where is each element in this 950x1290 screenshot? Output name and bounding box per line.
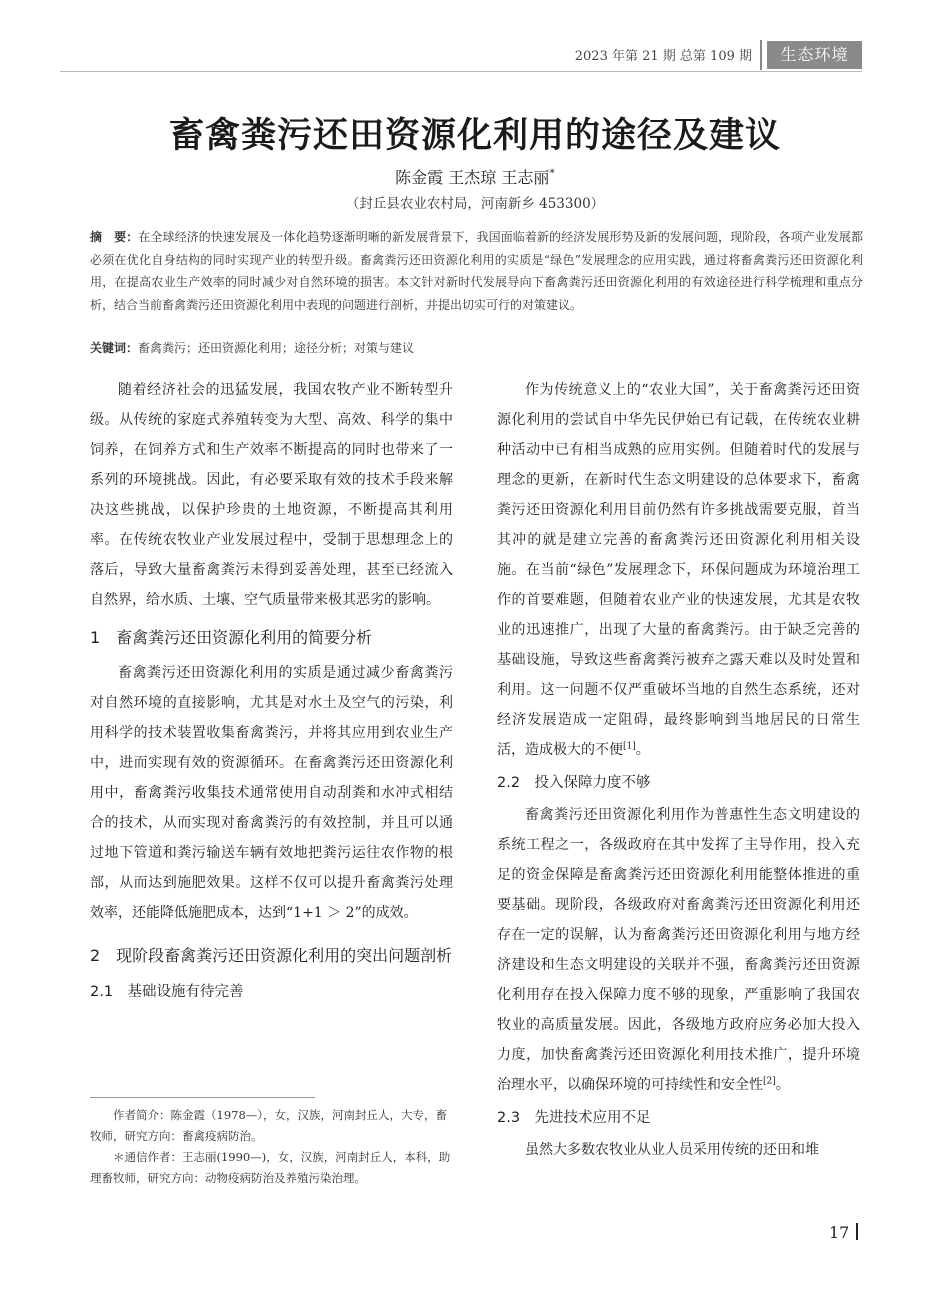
footnote-rule [90, 1097, 315, 1098]
citation-1[interactable]: [1] [623, 741, 636, 752]
issue-info: 2023 年第 21 期 总第 109 期 [574, 49, 752, 64]
section-2-1-end: 。 [635, 742, 650, 758]
section-1-heading: 1 畜禽粪污还田资源化利用的简要分析 [90, 628, 373, 647]
affiliation: （封丘县农业农村局，河南新乡 453300） [345, 196, 605, 212]
keywords-label: 关键词： [90, 341, 139, 355]
section-2-1-paragraph [497, 375, 860, 765]
header-rule [60, 71, 862, 72]
section-2-3-heading: 2.3 先进技术应用不足 [497, 1110, 651, 1126]
page-number: 17 [829, 1223, 850, 1242]
footnote-corresponding: ＊通信作者：王志丽(1990—)，女，汉族，河南封丘人，本科，助理畜牧师，研究方向：动物疫病防治及养殖污染治理。 [90, 1150, 451, 1185]
intro-paragraph: 随着经济社会的迅猛发展，我国农牧产业不断转型升级。从传统的家庭式养殖转变为大型、高效、科学的集中饲养，在饲养方式和生产效率不断提高的同时也带来了一系列的环境挑战。因此，有必要采取有效的技术手段来解决这些挑战，以保护珍贵的土地资源，不断提高其利用率。在传统农牧业产业发展过程中，受制于思想理念上的落后，导致大量畜禽粪污未得到妥善处理，甚至已经流入自然界，给水质、土壤、空气质量带来极其恶劣的影响。 [90, 382, 453, 608]
body-column-left [90, 375, 453, 1009]
page-number-bar [856, 1223, 858, 1240]
section-2-2-text: 畜禽粪污还田资源化利用作为普惠性生态文明建设的系统工程之一，各级政府在其中发挥了主导作用，投入充足的资金保障是畜禽粪污还田资源化利用能整体推进的重要基础。现阶段，各级政府对畜禽粪污还田资源化利用还存在一定的误解，认为畜禽粪污还田资源化利用与地方经济建设和生态文明建设的关联并不强，畜禽粪污还田资源化利用存在投入保障力度不够的现象，严重影响了我国农牧业的高质量发展。因此，各级地方政府应务必加大投入力度，加快畜禽粪污还田资源化利用技术推广，提升环境治理水平，以确保环境的可持续性和安全性 [497, 807, 860, 1093]
section-2-3-paragraph: 虽然大多数农牧业从业人员采用传统的还田和堆 [525, 1142, 819, 1158]
header-separator [760, 40, 762, 70]
author-names: 陈金霞 王杰琼 王志丽 [395, 168, 550, 187]
section-label: 生态环境 [767, 41, 862, 69]
abstract-label: 摘 要： [90, 230, 139, 244]
footnotes [90, 1105, 453, 1189]
section-2-2-end: 。 [775, 1077, 790, 1093]
citation-2[interactable]: [2] [763, 1076, 776, 1087]
section-2-2-paragraph [497, 800, 860, 1100]
section-2-2-heading: 2.2 投入保障力度不够 [497, 775, 651, 791]
authors [0, 165, 950, 188]
body-column-right [497, 375, 860, 1165]
keywords [90, 337, 863, 359]
abstract-text: 在全球经济的快速发展及一体化趋势逐渐明晰的新发展背景下，我国面临着新的经济发展形势及新的发展问题，现阶段，各项产业发展都必须在优化自身结构的同时实现产业的转型升级。畜禽粪污还田资源化利用的实质是“绿色”发展理念的应用实践，通过将畜禽粪污还田资源化利用，在提高农业生产效率的同时减少对自然环境的损害。本文针对新时代发展导向下畜禽粪污还田资源化利用的有效途径进行科学梳理和重点分析，结合当前畜禽粪污还田资源化利用中表现的问题进行剖析，并提出切实可行的对策建议。 [90, 230, 863, 312]
footnote-author-intro: 作者简介：陈金霞（1978—），女，汉族，河南封丘人，大专，畜牧师，研究方向：畜禽疫病防治。 [90, 1108, 448, 1143]
abstract [90, 226, 863, 316]
section-2-1-heading: 2.1 基础设施有待完善 [90, 984, 244, 1000]
article-title: 畜禽粪污还田资源化利用的途径及建议 [168, 116, 781, 156]
section-2-heading: 2 现阶段畜禽粪污还田资源化利用的突出问题剖析 [90, 946, 453, 965]
corresponding-mark: * [549, 166, 555, 180]
section-2-1-text: 作为传统意义上的“农业大国”，关于畜禽粪污还田资源化利用的尝试自中华先民伊始已有记载，在传统农业耕种活动中已有相当成熟的应用实例。但随着时代的发展与理念的更新，在新时代生态文明建设的总体要求下，畜禽粪污还田资源化利用目前仍然有许多挑战需要克服，首当其冲的就是建立完善的畜禽粪污还田资源化利用相关设施。在当前“绿色”发展理念下，环保问题成为环境治理工作的首要难题，但随着农业产业的快速发展，尤其是农牧业的迅速推广，出现了大量的畜禽粪污。由于缺乏完善的基础设施，导致这些畜禽粪污被弃之露天难以及时处置和利用。这一问题不仅严重破坏当地的自然生态系统，还对经济发展造成一定阻碍，最终影响到当地居民的日常生活，造成极大的不便 [497, 382, 860, 758]
section-1-paragraph: 畜禽粪污还田资源化利用的实质是通过减少畜禽粪污对自然环境的直接影响，尤其是对水土及空气的污染，利用科学的技术装置收集畜禽粪污，并将其应用到农业生产中，进而实现有效的资源循环。在畜禽粪污还田资源化利用中，畜禽粪污收集技术通常使用自动刮粪和水冲式相结合的技术，从而实现对畜禽粪污的有效控制，并且可以通过地下管道和粪污输送车辆有效地把粪污运往农作物的根部，从而达到施肥效果。这样不仅可以提升畜禽粪污处理效率，还能降低施肥成本，达到“1+1 ＞ 2”的成效。 [90, 665, 453, 921]
keywords-text: 畜禽粪污；还田资源化利用；途径分析；对策与建议 [138, 341, 415, 355]
